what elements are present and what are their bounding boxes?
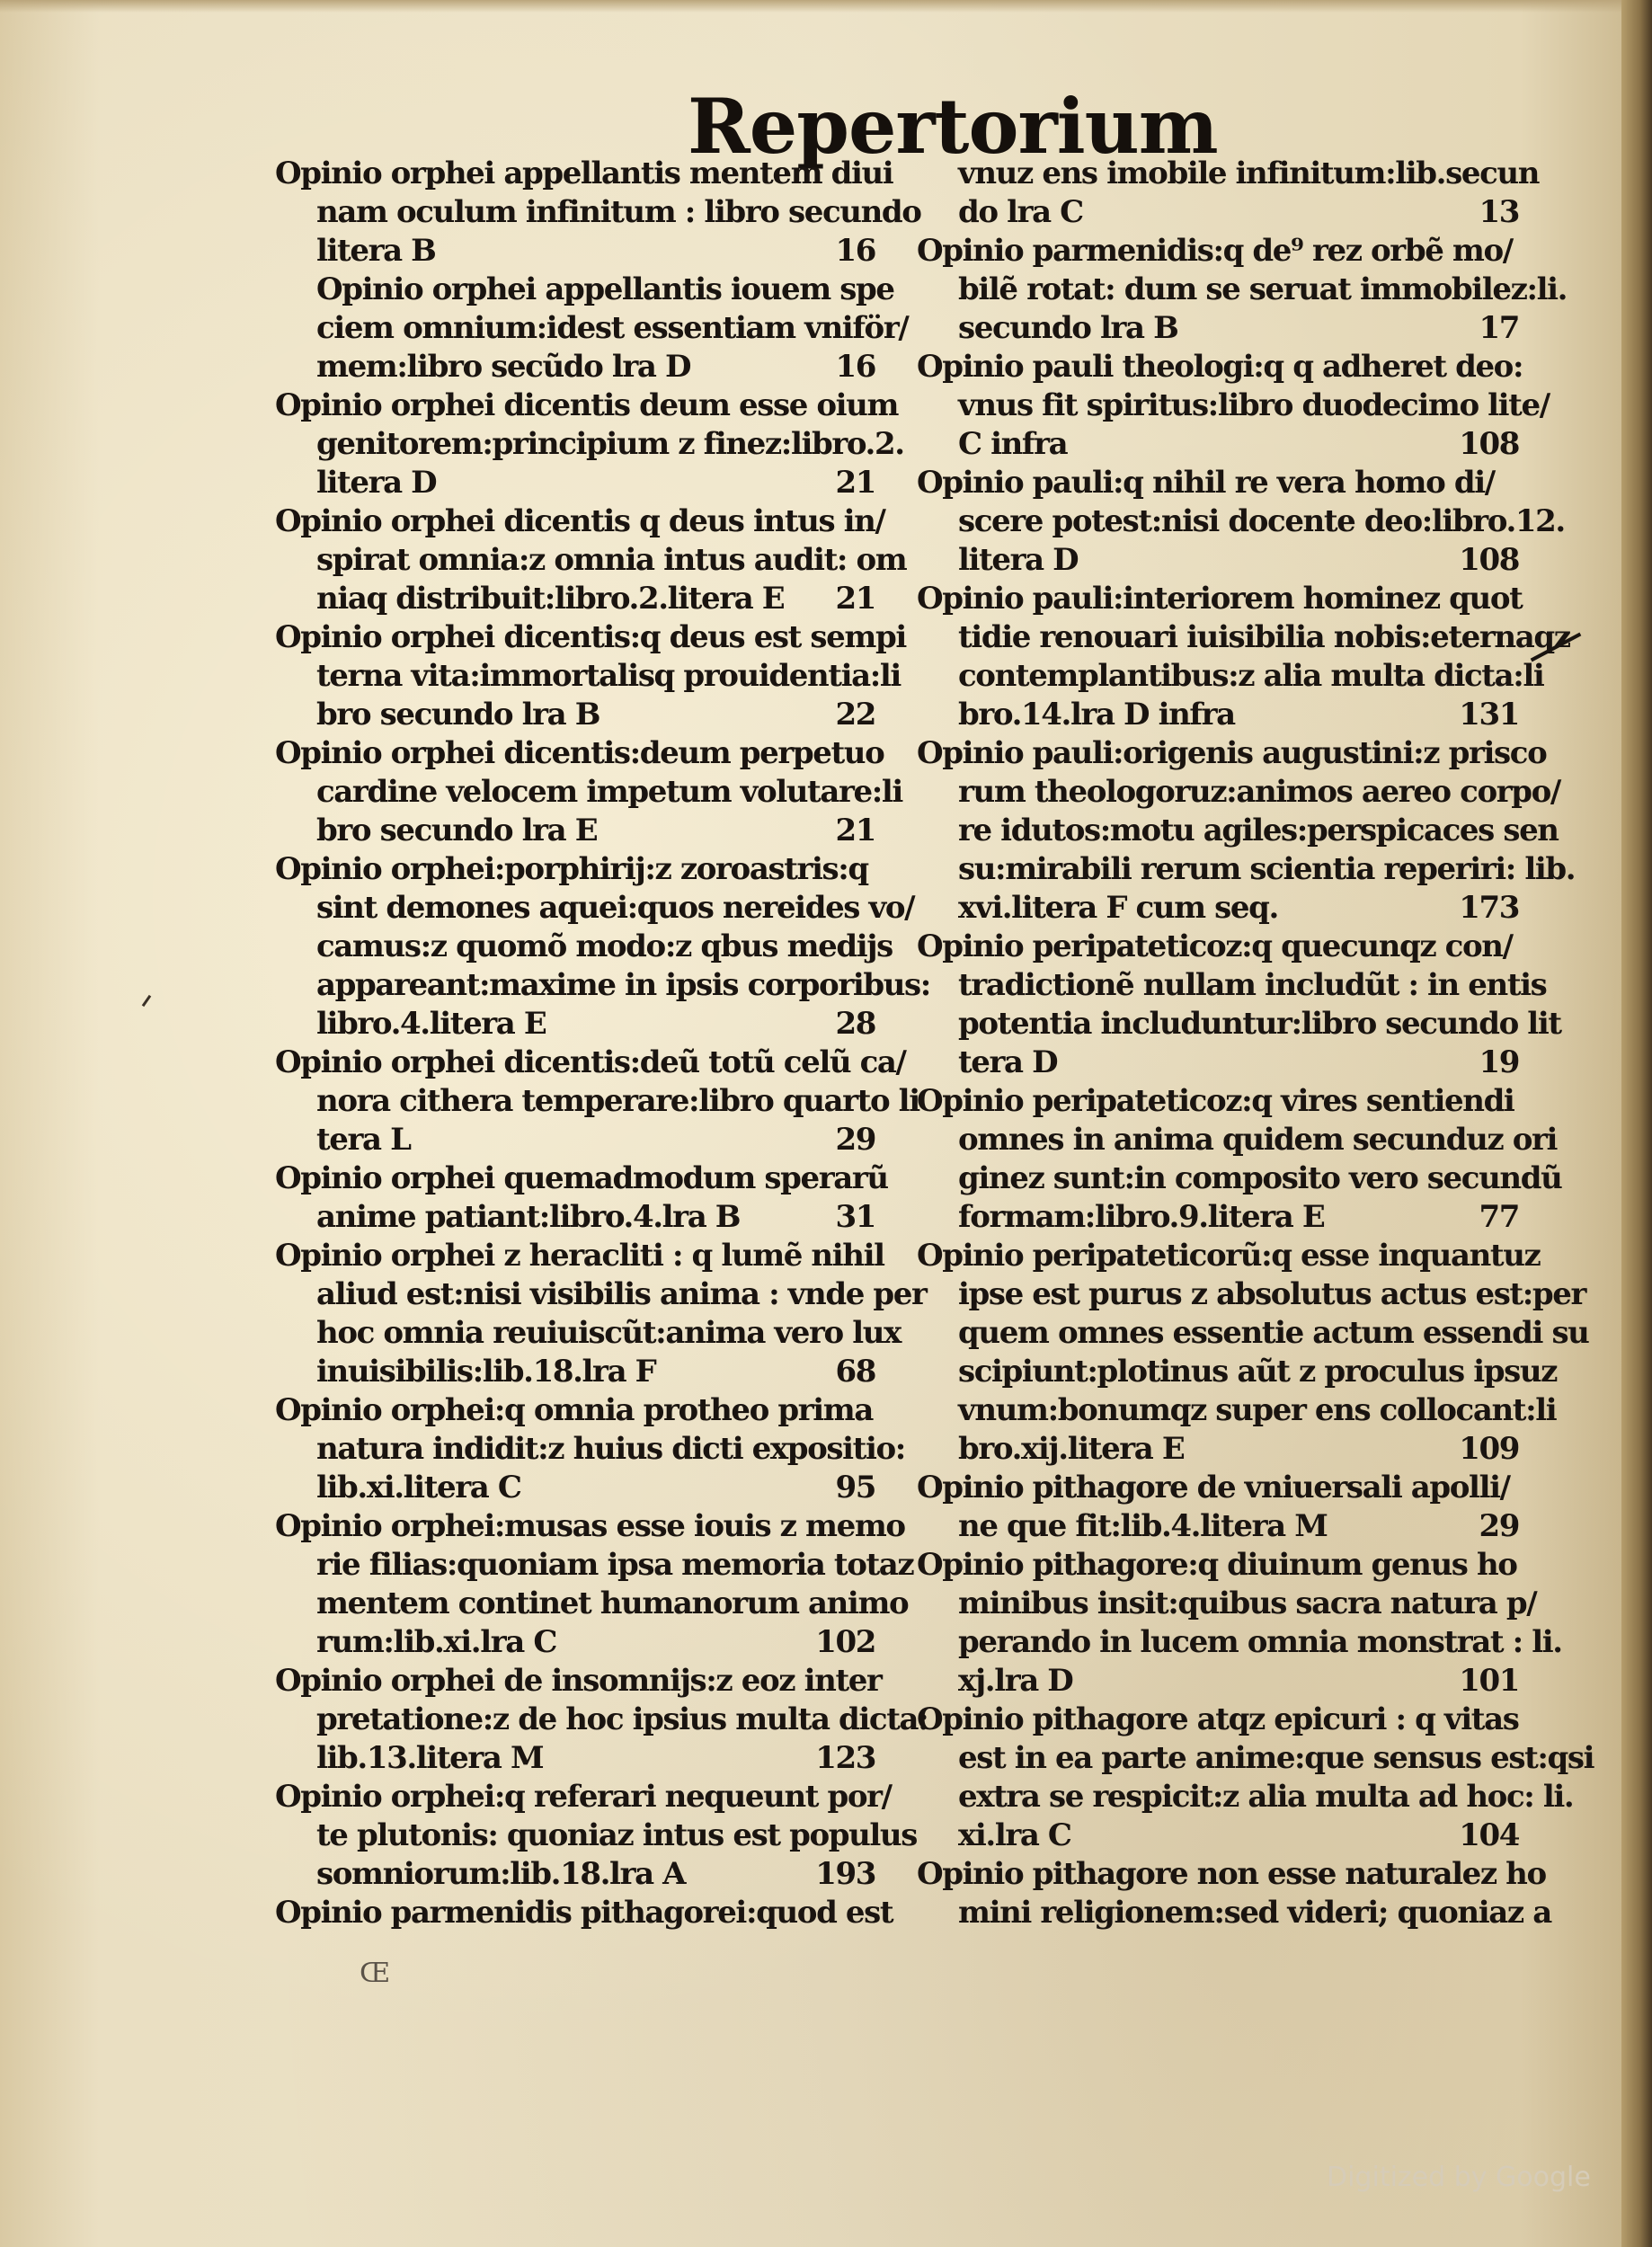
index-page-number: 29	[835, 1122, 875, 1158]
index-line	[917, 1237, 1541, 1275]
index-entry-text: mini religionem:sed videri; quoniaz a	[958, 1895, 1551, 1931]
index-line	[275, 1121, 875, 1159]
index-line	[275, 850, 875, 889]
index-line	[275, 1507, 905, 1546]
index-page-number: 95	[835, 1470, 875, 1505]
index-line	[917, 1391, 1557, 1430]
index-entry-text: lib.13.litera M	[316, 1740, 544, 1776]
index-page-number: 22	[835, 697, 875, 733]
index-page-number: 131	[1459, 697, 1519, 733]
index-line	[917, 1894, 1551, 1932]
index-line	[275, 1353, 875, 1391]
index-line	[917, 1198, 1519, 1237]
index-line	[917, 502, 1565, 541]
index-line	[275, 773, 902, 812]
index-line	[275, 1816, 917, 1855]
index-entry-text: Opinio orphei:q omnia protheo prima	[275, 1392, 873, 1428]
index-line	[917, 348, 1523, 386]
index-entry-text: litera D	[958, 542, 1079, 578]
index-entry-text: Opinio orphei appellantis iouem spe	[316, 271, 894, 307]
index-line	[275, 502, 885, 541]
index-line	[275, 271, 894, 309]
index-entry-text: Opinio parmenidis:q de⁹ rez orbẽ mo/	[917, 233, 1513, 269]
index-line	[917, 1353, 1558, 1391]
index-line	[275, 889, 915, 928]
index-line	[275, 1469, 875, 1507]
index-page-number: 19	[1479, 1044, 1519, 1080]
index-entry-text: Opinio pauli:q nihil re vera homo di/	[917, 465, 1495, 501]
index-line	[275, 425, 904, 464]
index-entry-text: anime patiant:libro.4.lra B	[316, 1199, 741, 1235]
index-entry-text: natura indidit:z huius dicti expositio:	[316, 1431, 905, 1467]
index-entry-text: Opinio peripateticorũ:q esse inquantuz	[917, 1238, 1541, 1274]
index-entry-text: Opinio pauli:interiorem hominez quot	[917, 581, 1523, 617]
index-page-number: 123	[815, 1740, 875, 1776]
index-page-number: 17	[1479, 310, 1519, 346]
index-line	[917, 1855, 1546, 1894]
index-entry-text: spirat omnia:z omnia intus audit: om	[316, 542, 907, 578]
index-line	[917, 1623, 1562, 1662]
index-entry-text: xj.lra D	[958, 1663, 1073, 1699]
index-entry-text: nam oculum infinitum : libro secundo	[316, 194, 921, 230]
index-line	[917, 425, 1519, 464]
index-line	[275, 1662, 882, 1701]
index-entry-text: potentia includuntur:libro secundo lit	[958, 1006, 1561, 1042]
index-page-number: 101	[1459, 1663, 1519, 1699]
index-entry-text: rum:lib.xi.lra C	[316, 1624, 556, 1660]
index-line	[275, 812, 875, 850]
index-line	[917, 812, 1559, 850]
page-binding-edge	[1621, 0, 1652, 2247]
signature-mark: Œ	[360, 1958, 396, 1989]
index-entry-text: cardine velocem impetum volutare:li	[316, 774, 902, 810]
index-line	[917, 850, 1576, 889]
index-entry-text: aliud est:nisi visibilis anima : vnde per	[316, 1276, 927, 1312]
index-entry-text: perando in lucem omnia monstrat : li.	[958, 1624, 1562, 1660]
index-entry-text: contemplantibus:z alia multa dicta:li	[958, 658, 1544, 694]
running-title: Repertorium	[688, 82, 1218, 171]
index-entry-text: Opinio orphei z heracliti : q lumẽ nihil	[275, 1238, 884, 1274]
index-entry-text: vnum:bonumqz super ens collocant:li	[958, 1392, 1557, 1428]
index-entry-text: Opinio peripateticoz:q quecunqz con/	[917, 928, 1513, 964]
index-page-number: 68	[835, 1354, 875, 1390]
index-line	[275, 1314, 901, 1353]
index-entry-text: Opinio orphei dicentis q deus intus in/	[275, 503, 885, 539]
index-entry-text: tera D	[958, 1044, 1058, 1080]
index-entry-text: ipse est purus z absolutus actus est:per	[958, 1276, 1586, 1312]
index-entry-text: Opinio orphei:musas esse iouis z memo	[275, 1508, 905, 1544]
index-entry-text: hoc omnia reuiuiscũt:anima vero lux	[316, 1315, 901, 1351]
index-page-number: 16	[835, 233, 875, 269]
page-top-edge	[0, 0, 1652, 13]
index-line	[917, 1314, 1589, 1353]
index-line	[917, 1701, 1519, 1739]
index-entry-text: Opinio parmenidis pithagorei:quod est	[275, 1895, 893, 1931]
index-line	[275, 928, 893, 966]
index-entry-text: Opinio pauli:origenis augustini:z prisco	[917, 735, 1547, 771]
index-page-number: 104	[1459, 1817, 1519, 1853]
index-entry-text: est in ea parte anime:que sensus est:qsi	[958, 1740, 1594, 1776]
index-line	[917, 1044, 1519, 1082]
index-entry-text: minibus insit:quibus sacra natura p/	[958, 1585, 1537, 1621]
index-line	[275, 657, 901, 696]
index-entry-text: te plutonis: quoniaz intus est populus	[316, 1817, 917, 1853]
index-entry-text: xvi.litera F cum seq.	[958, 890, 1278, 926]
index-entry-text: nora cithera temperare:libro quarto li	[316, 1083, 919, 1119]
index-line	[917, 657, 1544, 696]
index-entry-text: bro.xij.litera E	[958, 1431, 1185, 1467]
index-entry-text: bro secundo lra E	[316, 813, 598, 848]
index-line	[917, 1662, 1519, 1701]
index-entry-text: rie filias:quoniam ipsa memoria totaz	[316, 1547, 914, 1583]
index-entry-text: Opinio pithagore atqz epicuri : q vitas	[917, 1701, 1519, 1737]
index-page-number: 109	[1459, 1431, 1519, 1467]
index-entry-text: C infra	[958, 426, 1068, 462]
digitization-watermark: Digitized by Google	[1327, 2162, 1591, 2193]
index-entry-text: Opinio orphei dicentis:deũ totũ celũ ca/	[275, 1044, 906, 1080]
index-entry-text: Opinio orphei:q referari nequeunt por/	[275, 1779, 892, 1815]
index-entry-text: formam:libro.9.litera E	[958, 1199, 1325, 1235]
index-entry-text: appareant:maxime in ipsis corporibus:	[316, 967, 930, 1003]
index-page-number: 21	[835, 813, 875, 848]
index-line	[917, 618, 1570, 657]
index-line	[917, 193, 1519, 232]
index-line	[275, 1198, 875, 1237]
index-entry-text: Opinio pauli theologi:q q adheret deo:	[917, 349, 1523, 385]
index-column-right	[917, 155, 1594, 1932]
index-entry-text: ciem omnium:idest essentiam vniför/	[316, 310, 909, 346]
index-entry-text: sint demones aquei:quos nereides vo/	[316, 890, 915, 926]
index-line	[917, 1275, 1586, 1314]
index-line	[917, 1159, 1562, 1198]
index-page-number: 29	[1479, 1508, 1519, 1544]
index-line	[275, 386, 899, 425]
index-page-number: 28	[835, 1006, 875, 1042]
index-line	[917, 966, 1547, 1005]
index-line	[917, 1585, 1537, 1623]
index-entry-text: camus:z quomõ modo:z qbus medijs	[316, 928, 893, 964]
index-entry-text: vnuz ens imobile infinitum:lib.secun	[958, 155, 1540, 191]
margin-pen-tick	[142, 995, 151, 1007]
index-entry-text: inuisibilis:lib.18.lra F	[316, 1354, 656, 1390]
index-entry-text: scere potest:nisi docente deo:libro.12.	[958, 503, 1565, 539]
index-entry-text: tradictionẽ nullam includũt : in entis	[958, 967, 1547, 1003]
index-line	[275, 348, 875, 386]
index-entry-text: litera D	[316, 465, 437, 501]
index-page-number: 193	[815, 1856, 875, 1892]
index-line	[275, 1701, 928, 1739]
index-page-number: 16	[835, 349, 875, 385]
index-line	[275, 1159, 888, 1198]
index-line	[275, 193, 921, 232]
index-entry-text: bro secundo lra B	[316, 697, 600, 733]
index-line	[917, 1546, 1519, 1585]
index-line	[275, 734, 884, 773]
index-line	[275, 1778, 892, 1816]
index-line	[275, 580, 875, 618]
index-entry-text: vnus fit spiritus:libro duodecimo lite/	[958, 387, 1550, 423]
index-line	[275, 1546, 914, 1585]
index-page-number: 13	[1479, 194, 1519, 230]
index-entry-text: Opinio orphei dicentis:q deus est sempi	[275, 619, 906, 655]
index-page-number: 21	[835, 581, 875, 617]
index-line	[917, 889, 1519, 928]
index-entry-text: secundo lra B	[958, 310, 1178, 346]
index-page-number: 102	[815, 1624, 875, 1660]
index-line	[917, 1430, 1519, 1469]
index-entry-text: ginez sunt:in composito vero secundũ	[958, 1160, 1562, 1196]
index-line	[917, 464, 1519, 502]
index-line	[917, 309, 1519, 348]
index-entry-text: xi.lra C	[958, 1817, 1071, 1853]
index-page-number: 31	[835, 1199, 875, 1235]
index-line	[917, 1739, 1594, 1778]
index-line	[275, 1739, 875, 1778]
index-page-number: 21	[835, 465, 875, 501]
index-entry-text: terna vita:immortalisq prouidentia:li	[316, 658, 901, 694]
index-line	[275, 1044, 906, 1082]
index-line	[917, 1005, 1561, 1044]
index-line	[275, 464, 875, 502]
index-entry-text: tera L	[316, 1122, 411, 1158]
index-entry-text: somniorum:lib.18.lra A	[316, 1856, 686, 1892]
index-column-left	[275, 155, 930, 1932]
index-line	[275, 1585, 909, 1623]
index-entry-text: mem:libro secũdo lra D	[316, 349, 691, 385]
index-entry-text: Opinio pithagore:q diuinum genus ho	[917, 1547, 1517, 1583]
index-line	[275, 966, 930, 1005]
index-entry-text: omnes in anima quidem secunduz ori	[958, 1122, 1558, 1158]
index-entry-text: Opinio pithagore non esse naturalez ho	[917, 1856, 1546, 1892]
index-entry-text: Opinio orphei dicentis deum esse oium	[275, 387, 899, 423]
index-line	[917, 1778, 1574, 1816]
index-entry-text: mentem continet humanorum animo	[316, 1585, 909, 1621]
index-entry-text: lib.xi.litera C	[316, 1470, 521, 1505]
index-line	[917, 580, 1523, 618]
index-line	[917, 232, 1519, 271]
index-line	[917, 1469, 1519, 1507]
index-line	[917, 541, 1519, 580]
index-entry-text: tidie renouari iuisibilia nobis:eternaqz	[958, 619, 1570, 655]
index-line	[275, 155, 893, 193]
index-entry-text: quem omnes essentie actum essendi su	[958, 1315, 1589, 1351]
index-page-number: 108	[1459, 542, 1519, 578]
index-line	[917, 1507, 1519, 1546]
index-page-number: 108	[1459, 426, 1519, 462]
index-line	[917, 1082, 1519, 1121]
index-line	[275, 1275, 927, 1314]
index-entry-text: Opinio orphei appellantis mentem diui	[275, 155, 893, 191]
index-line	[917, 1121, 1558, 1159]
index-entry-text: bilẽ rotat: dum se seruat immobilez:li.	[958, 271, 1568, 307]
index-line	[275, 1005, 875, 1044]
index-entry-text: su:mirabili rerum scientia reperiri: lib.	[958, 851, 1576, 887]
index-entry-text: ne que fit:lib.4.litera M	[958, 1508, 1328, 1544]
index-line	[275, 309, 909, 348]
index-line	[275, 1391, 875, 1430]
index-entry-text: Opinio orphei dicentis:deum perpetuo	[275, 735, 884, 771]
index-line	[917, 1816, 1519, 1855]
index-entry-text: Opinio orphei de insomnijs:z eoz inter	[275, 1663, 882, 1699]
index-entry-text: litera B	[316, 233, 436, 269]
index-line	[275, 1082, 919, 1121]
index-entry-text: libro.4.litera E	[316, 1006, 546, 1042]
index-line	[275, 232, 875, 271]
index-entry-text: rum theologoruz:animos aereo corpo/	[958, 774, 1560, 810]
index-entry-text: Opinio orphei quemadmodum sperarũ	[275, 1160, 888, 1196]
index-entry-text: genitorem:principium z finez:libro.2.	[316, 426, 904, 462]
index-line	[917, 155, 1540, 193]
index-entry-text: re idutos:motu agiles:perspicaces sen	[958, 813, 1559, 848]
index-entry-text: pretatione:z de hoc ipsius multa dicta:	[316, 1701, 928, 1737]
index-entry-text: bro.14.lra D infra	[958, 697, 1235, 733]
index-entry-text: Opinio pithagore de vniuersali apolli/	[917, 1470, 1510, 1505]
index-entry-text: extra se respicit:z alia multa ad hoc: li.	[958, 1779, 1574, 1815]
index-line	[275, 696, 875, 734]
index-entry-text: do lra C	[958, 194, 1083, 230]
index-line	[275, 618, 906, 657]
index-line	[275, 541, 907, 580]
index-line	[917, 696, 1519, 734]
index-page-number: 77	[1479, 1199, 1519, 1235]
index-entry-text: Opinio peripateticoz:q vires sentiendi	[917, 1083, 1514, 1119]
index-line	[917, 386, 1550, 425]
index-line	[275, 1237, 884, 1275]
index-entry-text: Opinio orphei:porphirij:z zoroastris:q	[275, 851, 868, 887]
index-entry-text: scipiunt:plotinus aũt z proculus ipsuz	[958, 1354, 1558, 1390]
index-page-number: 173	[1459, 890, 1519, 926]
index-line	[917, 773, 1560, 812]
index-line	[275, 1894, 893, 1932]
index-line	[275, 1430, 905, 1469]
index-line	[917, 734, 1547, 773]
index-line	[275, 1623, 875, 1662]
index-line	[917, 928, 1519, 966]
index-line	[275, 1855, 875, 1894]
index-entry-text: niaq distribuit:libro.2.litera E	[316, 581, 785, 617]
index-line	[917, 271, 1568, 309]
